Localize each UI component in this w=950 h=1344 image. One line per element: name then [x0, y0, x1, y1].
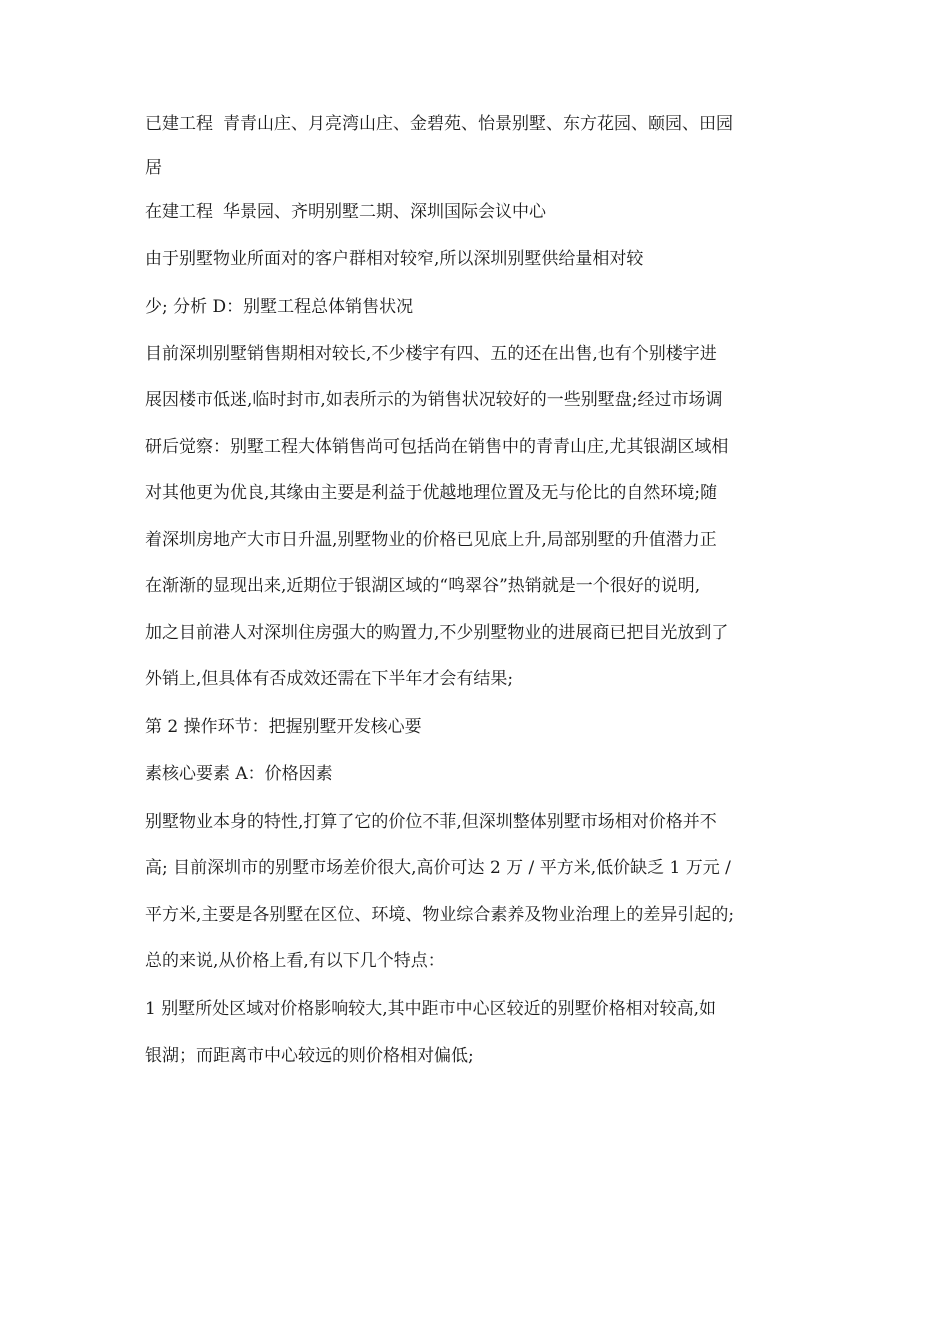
- section-heading-d: 少; 分析 D：别墅工程总体销售状况: [145, 297, 414, 317]
- section-heading-a: 素核心要素 A：价格因素: [145, 764, 333, 784]
- text-line: 研后觉察：别墅工程大体销售尚可包括尚在销售中的青青山庄,尤其银湖区域相: [145, 437, 729, 457]
- text-line: [145, 113, 830, 135]
- section-heading-step-2: 第 2 操作环节：把握别墅开发核心要: [145, 717, 422, 737]
- text-line: 银湖；而距离市中心较远的则价格相对偏低;: [145, 1046, 474, 1066]
- text-line: 1 别墅所处区域对价格影响较大,其中距市中心区较近的别墅价格相对较高,如: [145, 999, 717, 1019]
- text-line: 加之目前港人对深圳住房强大的购置力,不少别墅物业的进展商已把目光放到了: [145, 623, 729, 643]
- text-line: 居: [145, 158, 162, 178]
- text-line: 对其他更为优良,其缘由主要是利益于优越地理位置及无与伦比的自然环境;随: [145, 483, 718, 503]
- label-built-projects: 已建工程: [145, 114, 213, 134]
- text-line: 目前深圳别墅销售期相对较长,不少楼宇有四、五的还在出售,也有个别楼宇进: [145, 344, 717, 364]
- text-line: 总的来说,从价格上看,有以下几个特点：: [145, 951, 445, 971]
- text-line: 在渐渐的显现出来,近期位于银湖区域的“鸣翠谷”热销就是一个很好的说明,: [145, 576, 701, 596]
- text-line: 展因楼市低迷,临时封市,如表所示的为销售状况较好的一些别墅盘;经过市场调: [145, 390, 723, 410]
- text-line: 外销上,但具体有否成效还需在下半年才会有结果;: [145, 669, 514, 689]
- text-line: 平方米,主要是各别墅在区位、环境、物业综合素养及物业治理上的差异引起的;: [145, 905, 735, 925]
- label-under-construction: 在建工程: [145, 202, 213, 222]
- text-line: 别墅物业本身的特性,打算了它的价位不菲,但深圳整体别墅市场相对价格并不: [145, 812, 717, 832]
- text-line: 高; 目前深圳市的别墅市场差价很大,高价可达 2 万 / 平方米,低价缺乏 1 万元 /: [145, 858, 731, 878]
- built-projects-list: 青青山庄、月亮湾山庄、金碧苑、怡景别墅、东方花园、颐园、田园: [223, 114, 733, 134]
- under-construction-list: 华景园、齐明别墅二期、深圳国际会议中心: [223, 202, 546, 222]
- text-line: [145, 201, 830, 223]
- text-line: 着深圳房地产大市日升温,别墅物业的价格已见底上升,局部别墅的升值潜力正: [145, 530, 717, 550]
- text-line: 由于别墅物业所面对的客户群相对较窄,所以深圳别墅供给量相对较: [145, 249, 644, 269]
